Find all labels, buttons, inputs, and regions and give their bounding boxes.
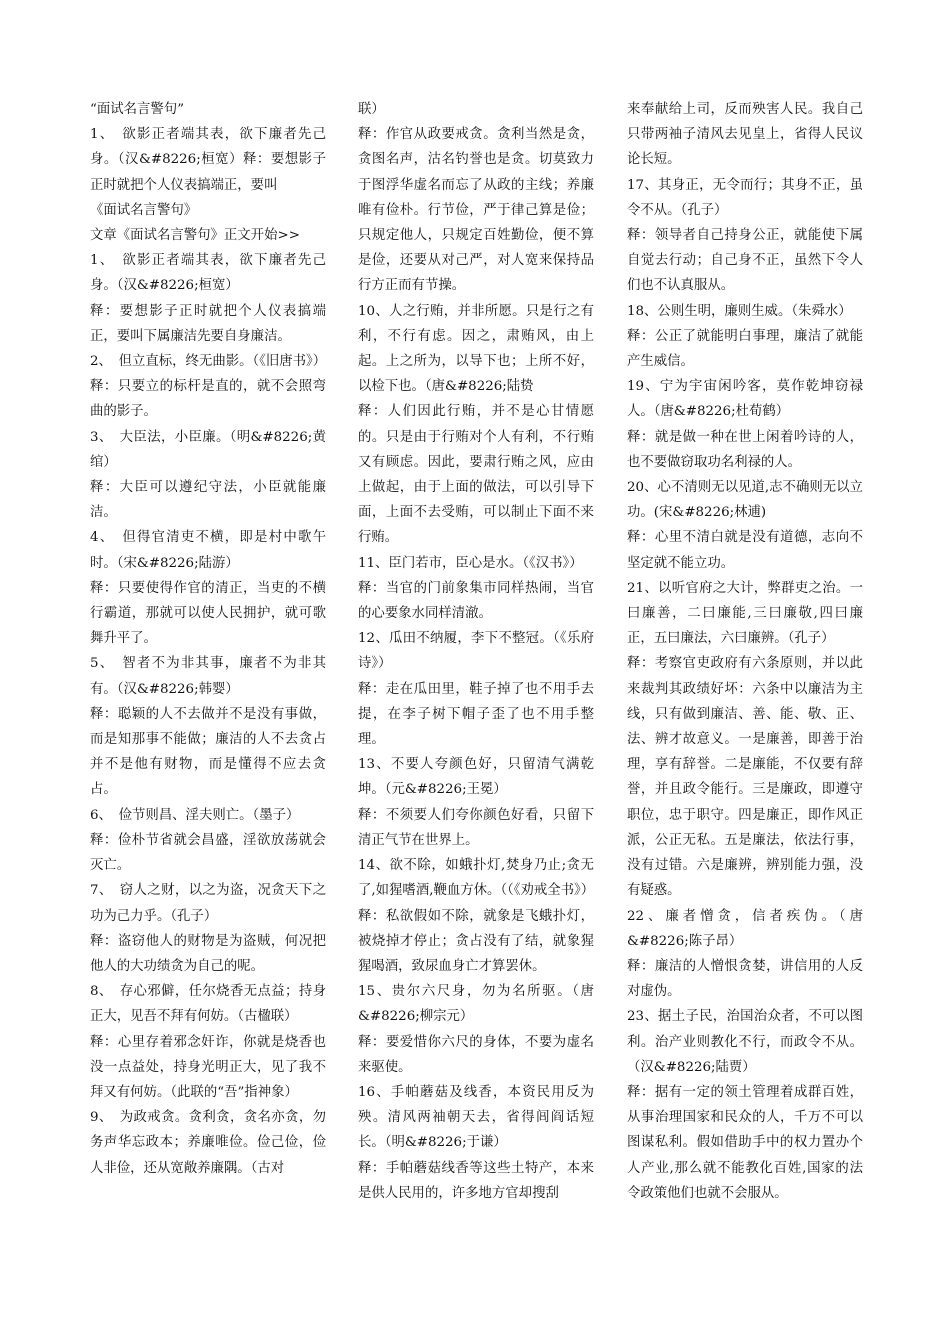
paragraph: 释：走在瓜田里，鞋子掉了也不用手去提，在李子树下帽子歪了也不用手整理。 — [358, 681, 594, 748]
paragraph: 12、瓜田不纳履，李下不整冠。（《乐府诗》） — [358, 631, 594, 672]
paragraph: 释：俭朴节省就会昌盛，淫欲放荡就会灭亡。 — [90, 832, 326, 874]
paragraph: 释：考察官吏政府有六条原则，并以此来裁判其政绩好坏：六条中以廉洁为主线，只有做到廉洁、善、能、敬、正、法、辨才故意义。一是廉善，即善于治理，享有辞誉。二是廉能，不仅要有辞誉，并且政令能行。三是廉政，即遵守职位，忠于职守。四是廉正，即作风正派，公正无私。五是廉法，依法行事，没有过错。六是廉辨，辨别能力强，没有疑惑。 — [627, 656, 863, 899]
paragraph: 释：聪颖的人不去做并不是没有事做，而是知那事不能做；廉洁的人不去贪占并不是他有财物，而是懂得不应去贪占。 — [90, 706, 326, 798]
paragraph: 20、心不清则无以见道,志不确则无以立功。(宋&#8226;林逋) — [627, 480, 863, 521]
paragraph: 23、据土子民，治国治众者，不可以图利。治产业则教化不行，而政令不从。（汉&#8226;陆贾） — [627, 1009, 863, 1075]
text-column-3 — [627, 97, 863, 1206]
paragraph: 18、公则生明，廉则生威。（朱舜水） — [627, 303, 852, 319]
paragraph: 释：盗窃他人的财物是为盗贼，何况把他人的大功绩贪为自己的呢。 — [90, 933, 326, 974]
paragraph: 来奉献给上司，反而殃害人民。我自己只带两袖子清风去见皇上，省得人民议论长短。 — [627, 102, 863, 168]
paragraph: 释：人们因此行贿，并不是心甘情愿的。只是由于行贿对个人有利，不行贿又有顾虑。因此，要肃行贿之风，应由上做起，由于上面的做法，可以引导下面，上面不去受贿，可以制止下面不来行贿。 — [358, 404, 594, 546]
paragraph: “面试名言警句” — [90, 102, 185, 117]
paragraph: 释：心里不清白就是没有道德，志向不坚定就不能立功。 — [627, 530, 863, 571]
paragraph: 6、 俭节则昌、淫夫则亡。（墨子） — [90, 807, 300, 823]
paragraph: 10、人之行贿，并非所愿。只是行之有利，不行有虑。因之，肃贿风，由上起。上之所为，以导下也；上所不好，以检下也。（唐&#8226;陆贽 — [358, 303, 594, 395]
paragraph: 9、 为政戒贪。贪利贪，贪名亦贪，勿务声华忘政本；养廉唯俭。俭己俭，俭人非俭，还从宽敞养廉隅。（古对 — [90, 1110, 326, 1176]
paragraph: 释：手帕蘑菇线香等这些土特产，本来是供人民用的，许多地方官却搜刮 — [358, 1160, 594, 1201]
paragraph: 7、 窃人之财，以之为盗，况贪天下之功为己力乎。（孔子） — [90, 883, 326, 924]
paragraph: 释：据有一定的领土管理着成群百姓，从事治理国家和民众的人，千万不可以图谋私利。假如借助手中的权力置办个人产业,那么就不能教化百姓,国家的法令政策他们也就不会服从。 — [627, 1084, 863, 1201]
paragraph: 22、廉者憎贪，信者疾伪。（唐&#8226;陈子昂） — [627, 908, 863, 949]
paragraph: 21、以听官府之大计，弊群吏之治。一曰廉善，二曰廉能,三曰廉敬,四曰廉正，五曰廉法，六曰廉辨。（孔子） — [627, 580, 863, 647]
paragraph: 14、欲不除，如蛾扑灯,焚身乃止;贪无了,如猩嗜酒,鞭血方休。（（《劝戒全书》） — [358, 858, 595, 899]
paragraph: 释：只要使得作官的清正，当吏的不横行霸道，那就可以使人民拥护，就可歌舞升平了。 — [90, 580, 326, 647]
paragraph: 释：大臣可以遵纪守法，小臣就能廉洁。 — [90, 480, 326, 521]
paragraph: 释：公正了就能明白事理，廉洁了就能产生威信。 — [627, 328, 863, 370]
text-column-1 — [90, 97, 326, 1181]
paragraph: 1、 欲影正者端其表，欲下廉者先己身。（汉&#8226;桓宽）释：要想影子正时就把个人仪表搞端正，要叫 — [90, 127, 326, 193]
paragraph: 释：只要立的标杆是直的，就不会照弯曲的影子。 — [90, 379, 326, 420]
paragraph: 释：作官从政要戒贪。贪利当然是贪，贪图名声，沽名钓誉也是贪。切莫致力于图浮华虚名而忘了从政的主线；养廉唯有俭朴。行节俭，严于律己算是俭；只规定他人，只规定百姓勤俭，便不算是俭，还要从对己严，对人宽来保持品行方正而有节操。 — [358, 127, 594, 294]
paragraph: 联） — [358, 102, 385, 117]
paragraph: 文章《面试名言警句》正文开始>> — [90, 228, 300, 244]
paragraph: 释：不须要人们夸你颜色好看，只留下清正气节在世界上。 — [358, 807, 594, 848]
paragraph: 16、手帕蘑菇及线香，本资民用反为殃。清风两袖朝天去，省得闾阎话短长。（明&#8226;于谦） — [358, 1084, 594, 1151]
paragraph: 19、宁为宇宙闲吟客，莫作乾坤窃禄人。（唐&#8226;杜荀鹤） — [627, 379, 863, 420]
paragraph: 释：要想影子正时就把个人仪表搞端正，要叫下属廉洁先要自身廉洁。 — [90, 303, 326, 344]
paragraph: 释：心里存着邪念奸诈，你就是烧香也没一点益处，持身光明正大，见了我不拜又有何妨。（此联的“吾”指神象） — [90, 1034, 326, 1100]
paragraph: 2、 但立直标，终无曲影。（《旧唐书》） — [90, 354, 327, 370]
paragraph: 释：私欲假如不除，就象是飞蛾扑灯，被烧掉才停止；贪占没有了结，就象猩猩喝酒，致尿血身亡才算罢休。 — [358, 908, 594, 974]
paragraph: 《面试名言警句》 — [90, 202, 198, 218]
paragraph: 3、 大臣法，小臣廉。（明&#8226;黄绾） — [90, 429, 326, 470]
paragraph: 11、臣门若市，臣心是水。（《汉书》） — [358, 555, 583, 571]
paragraph: 释：就是做一种在世上闲着吟诗的人，也不要做窃取功名利禄的人。 — [627, 429, 863, 470]
paragraph: 释：当官的门前象集市同样热闹，当官的心要象水同样清澈。 — [358, 580, 594, 622]
paragraph: 13、不要人夸颜色好，只留清气满乾坤。（元&#8226;王冕） — [358, 757, 594, 798]
paragraph: 8、 存心邪僻，任尔烧香无点益；持身正大，见吾不拜有何妨。（古楹联） — [90, 984, 326, 1025]
paragraph: 释：领导者自己持身公正，就能使下属自觉去行动；自己身不正，虽然下令人们也不认真服从。 — [627, 228, 863, 294]
paragraph: 1、 欲影正者端其表，欲下廉者先己身。（汉&#8226;桓宽） — [90, 253, 326, 294]
paragraph: 释：廉洁的人憎恨贪婪，讲信用的人反对虚伪。 — [627, 958, 863, 1000]
text-column-2 — [358, 97, 594, 1206]
paragraph: 4、 但得官清吏不横，即是村中歌午时。（宋&#8226;陆游） — [90, 530, 326, 571]
paragraph: 释：要爱惜你六尺的身体，不要为虚名来驱使。 — [358, 1034, 594, 1075]
paragraph: 17、其身正，无令而行；其身不正，虽令不从。（孔子） — [627, 177, 863, 218]
paragraph: 5、 智者不为非其事，廉者不为非其有。（汉&#8226;韩婴） — [90, 656, 326, 697]
paragraph: 15、贵尔六尺身，勿为名所驱。（唐&#8226;柳宗元） — [358, 984, 594, 1025]
